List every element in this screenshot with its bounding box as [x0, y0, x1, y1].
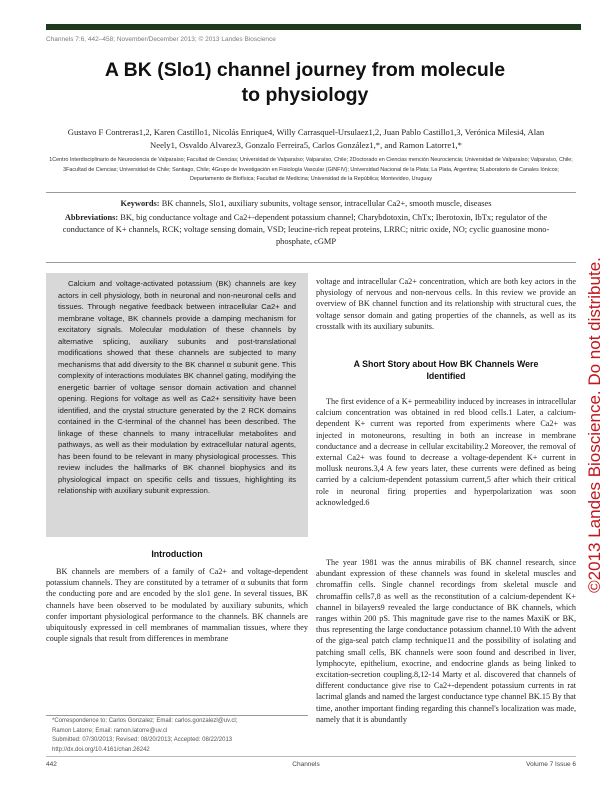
abbreviations	[56, 212, 556, 248]
divider	[46, 262, 576, 263]
abbreviations-label: Abbreviations:	[64, 213, 119, 222]
watermark-text: ©2013 Landes Bioscience. Do not distribute.	[585, 257, 604, 593]
right-column-continuation: voltage and intracellular Ca2+ concentration, which are both key actors in the physiology of nervous and non-nervous cells. In this review we provide an overview of BK channel function and its relationship with structural cues, the voltage sensor domain and gating properties of the channels, as well as its crosstalk with its auxiliary subunits.	[316, 277, 576, 331]
section-heading: A Short Story about How BK Channels Were Identified	[353, 359, 539, 381]
correspondence-line: Ramon Latorre; Email: ramon.latorre@uv.cl	[52, 727, 168, 734]
divider	[46, 192, 576, 193]
keywords-label: Keywords:	[120, 199, 160, 208]
paragraph: The first evidence of a K+ permeability induced by increases in intracellular calcium concentration was obtained in red blood cells.1 Later, a calcium-dependent K+ current was reported from experiments where Ca2+ was injected in motoneurons, resulting in both an increase in membrane conductance and a decrease in cellular excitability.2 Moreover, the removal of external Ca2+ was found to decrease a voltage-dependent K+ current in mollusk neurons.3,4 A few years later, these currents were defined as being carried by a calcium-dependent potassium current,5 after which their critical role in neuronal firing properties and hyperpolarization was soon acknowledged.6	[316, 397, 576, 507]
copyright-watermark	[584, 190, 606, 660]
keywords	[56, 198, 556, 210]
affiliations: 1Centro Interdisciplinario de Neurociencia de Valparaíso; Facultad de Ciencias; Universidad de Valparaíso; Valparaíso, Chile; 2Doctorado en Ciencias mención Neurociencia; Universidad de Valparaíso; Valparaíso, Chile; 3Facultad de Ciencias; Universidad de Chile; Santiago, Chile; 4Grupo de Investigación en Fisiología Vascular (GINFIV); Universidad Nacional de la Plata; La Plata, Argentina; 5Laboratorio de Canales Iónicos; Departamento de Biofísica; Facultad de Medicina; Universidad de la República; Montevideo, Uruguay	[49, 157, 573, 182]
footer-issue: Volume 7 Issue 6	[526, 761, 576, 768]
submission-dates: Submitted: 07/30/2013; Revised: 08/20/2013; Accepted: 08/22/2013	[52, 737, 233, 744]
author-list: Gustavo F Contreras1,2, Karen Castillo1, Nicolás Enrique4, Willy Carrasquel-Ursulaez1,2, Juan Pablo Castillo1,3, Verónica Milesi4, Alan Neely1, Osvaldo Alvarez3, Gonzalo Ferreira5, Carlos González1,*, and Ramon Latorre1,*	[67, 127, 545, 150]
abbreviations-text: BK, big conductance voltage and Ca2+-dependent potassium channel; Charybdotoxin, ChTx; Iberotoxin, IbTx; regulator of the conductance of K+ channels, RCK; voltage sensing domain, VSD; leucine-rich repeat proteins, LRRC; nitric oxide, NO; cyclic guanosine mono-phosphate, cGMP	[62, 213, 550, 246]
page-number: 442	[46, 761, 57, 768]
paragraph: The year 1981 was the annus mirabilis of BK channel research, since abundant expression of these channels was found in skeletal muscles and chromaffin cells. Single channel recordings from skeletal muscle and chromaffin cells7,8 as well as the reconstitution of a calcium-dependent K+ channel in bilayers9 revealed the large conductance of BK channels, which ranges within 200 pS. This magnitude gave rise to the names MaxiK or BK, thus representing the large conductance potassium channel.10 With the advent of the giga-seal patch clamp technique11 and the possibility of isolating and patching small cells, BK channels were soon found and described in liver, lymphocyte, epithelium, exocrine, and endocrine glands as being linked to excitation-secretion coupling.8,12-14 Marty et al. discovered that channels of different conductance give rise to Ca2+-dependent potassium currents in rat lacrimal glands and named the largest conductance type channel BK.15 By that time, another important finding regarding this channel's localization was made, namely that it is abundantly	[316, 558, 576, 724]
footer-divider	[46, 756, 576, 757]
introduction-heading: Introduction	[151, 549, 203, 559]
doi-link[interactable]: http://dx.doi.org/10.4161/chan.26242	[52, 746, 150, 753]
footer-journal: Channels	[292, 761, 320, 768]
header-bar	[46, 24, 581, 30]
introduction-text: BK channels are members of a family of Ca2+ and voltage-dependent potassium channels. They are constituted by a tetramer of α subunits that form the conducting pore and are encoded by the slo1 gene. In several tissues, BK channels have been observed to be modulated by auxiliary subunits, which confer important physiological performance to the channels. BK channels are ubiquitously expressed in cell membranes of mammalian tissues, where they couple signals that result from differences in membrane	[46, 567, 308, 644]
keywords-text: BK channels, Slo1, auxiliary subunits, voltage sensor, intracellular Ca2+, smooth muscle, diseases	[161, 199, 492, 208]
article-title: A BK (Slo1) channel journey from molecule to physiology	[104, 59, 506, 106]
correspondence-line: *Correspondence to: Carlos Gonzalez; Email: carlos.gonzalezl@uv.cl;	[52, 718, 238, 724]
correspondence	[52, 717, 308, 755]
abstract-text: Calcium and voltage-activated potassium (BK) channels are key actors in cell physiology, both in neuronal and non-neuronal cells and tissues. Through negative feedback between intracellular Ca2+ and membrane voltage, BK channels provide a damping mechanism for excitatory signals. Molecular modulation of these channels by alternative splicing, auxiliary subunits and post-translational modifications showed that these channels are subjected to many mechanisms that add diversity to the BK channel α subunit gene. This complexity of interactions modulates BK channel gating, modifying the energetic barrier of voltage sensor domain activation and channel opening. Regions for voltage as well as Ca2+ sensitivity have been identified, and the crystal structure generated by the 2 RCK domains contained in the C-terminal of the channel has been described. The linkage of these channels to many intracellular metabolites and pathways, as well as their modulation by extracellular natural agents, has been found to be relevant in many physiological processes. This review includes the hallmarks of BK channel biophysics and its physiological impact on specific cells and tissues, highlighting its relationship with auxiliary subunit expression.	[58, 279, 296, 495]
journal-citation: Channels 7:6, 442–458; November/December 2013; © 2013 Landes Bioscience	[46, 36, 276, 43]
